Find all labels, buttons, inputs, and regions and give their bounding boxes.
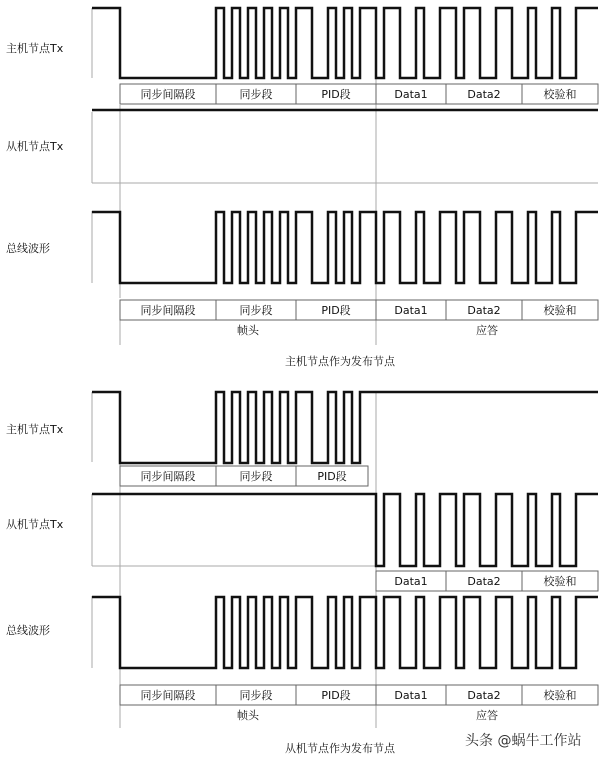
row-label-master-tx: 主机节点Tx — [6, 423, 64, 436]
bus-segment-bar — [120, 685, 598, 705]
row-label-bus: 总线波形 — [6, 242, 50, 255]
group-header: 帧头 — [237, 709, 259, 722]
segment-checksum: 校验和 — [543, 304, 577, 317]
segment-sync-break: 同步间隔段 — [140, 689, 196, 702]
group-response: 应答 — [476, 324, 498, 337]
master-tx-segment-bar — [120, 466, 368, 486]
segment-pid: PID段 — [321, 689, 351, 702]
segment-sync: 同步段 — [239, 304, 273, 317]
segment-checksum: 校验和 — [543, 689, 577, 702]
slave-tx-waveform — [92, 494, 598, 566]
diagram-caption: 从机节点作为发布节点 — [285, 742, 395, 755]
group-header: 帧头 — [237, 324, 259, 337]
row-label-master-tx: 主机节点Tx — [6, 42, 64, 55]
guide-lines — [92, 392, 376, 728]
bus-waveform — [92, 212, 598, 283]
segment-data1: Data1 — [394, 88, 428, 101]
watermark: 头条 @蜗牛工作站 — [465, 733, 582, 749]
diagram-1 — [6, 8, 598, 368]
segment-sync: 同步段 — [239, 88, 273, 101]
segment-sync-break: 同步间隔段 — [140, 304, 196, 317]
segment-sync: 同步段 — [239, 689, 273, 702]
row-label-bus: 总线波形 — [6, 624, 50, 637]
bus-segment-bar — [120, 300, 598, 320]
segment-data2: Data2 — [467, 575, 501, 588]
row-label-slave-tx: 从机节点Tx — [6, 518, 64, 531]
segment-data2: Data2 — [467, 304, 501, 317]
segment-sync: 同步段 — [239, 470, 273, 483]
diagram-2 — [6, 392, 598, 755]
group-response: 应答 — [476, 709, 498, 722]
segment-data1: Data1 — [394, 304, 428, 317]
segment-data2: Data2 — [467, 689, 501, 702]
segment-data1: Data1 — [394, 689, 428, 702]
segment-data2: Data2 — [467, 88, 501, 101]
row-label-slave-tx: 从机节点Tx — [6, 140, 64, 153]
bus-waveform — [92, 597, 598, 668]
segment-sync-break: 同步间隔段 — [140, 470, 196, 483]
segment-data1: Data1 — [394, 575, 428, 588]
segment-pid: PID段 — [317, 470, 347, 483]
segment-sync-break: 同步间隔段 — [140, 88, 196, 101]
master-tx-waveform — [92, 8, 598, 78]
diagram-caption: 主机节点作为发布节点 — [285, 355, 395, 368]
segment-checksum: 校验和 — [543, 88, 577, 101]
segment-pid: PID段 — [321, 304, 351, 317]
slave-tx-segment-bar — [376, 571, 598, 591]
segment-checksum: 校验和 — [543, 575, 577, 588]
master-tx-segment-bar — [120, 84, 598, 104]
segment-pid: PID段 — [321, 88, 351, 101]
master-tx-waveform — [92, 392, 598, 463]
